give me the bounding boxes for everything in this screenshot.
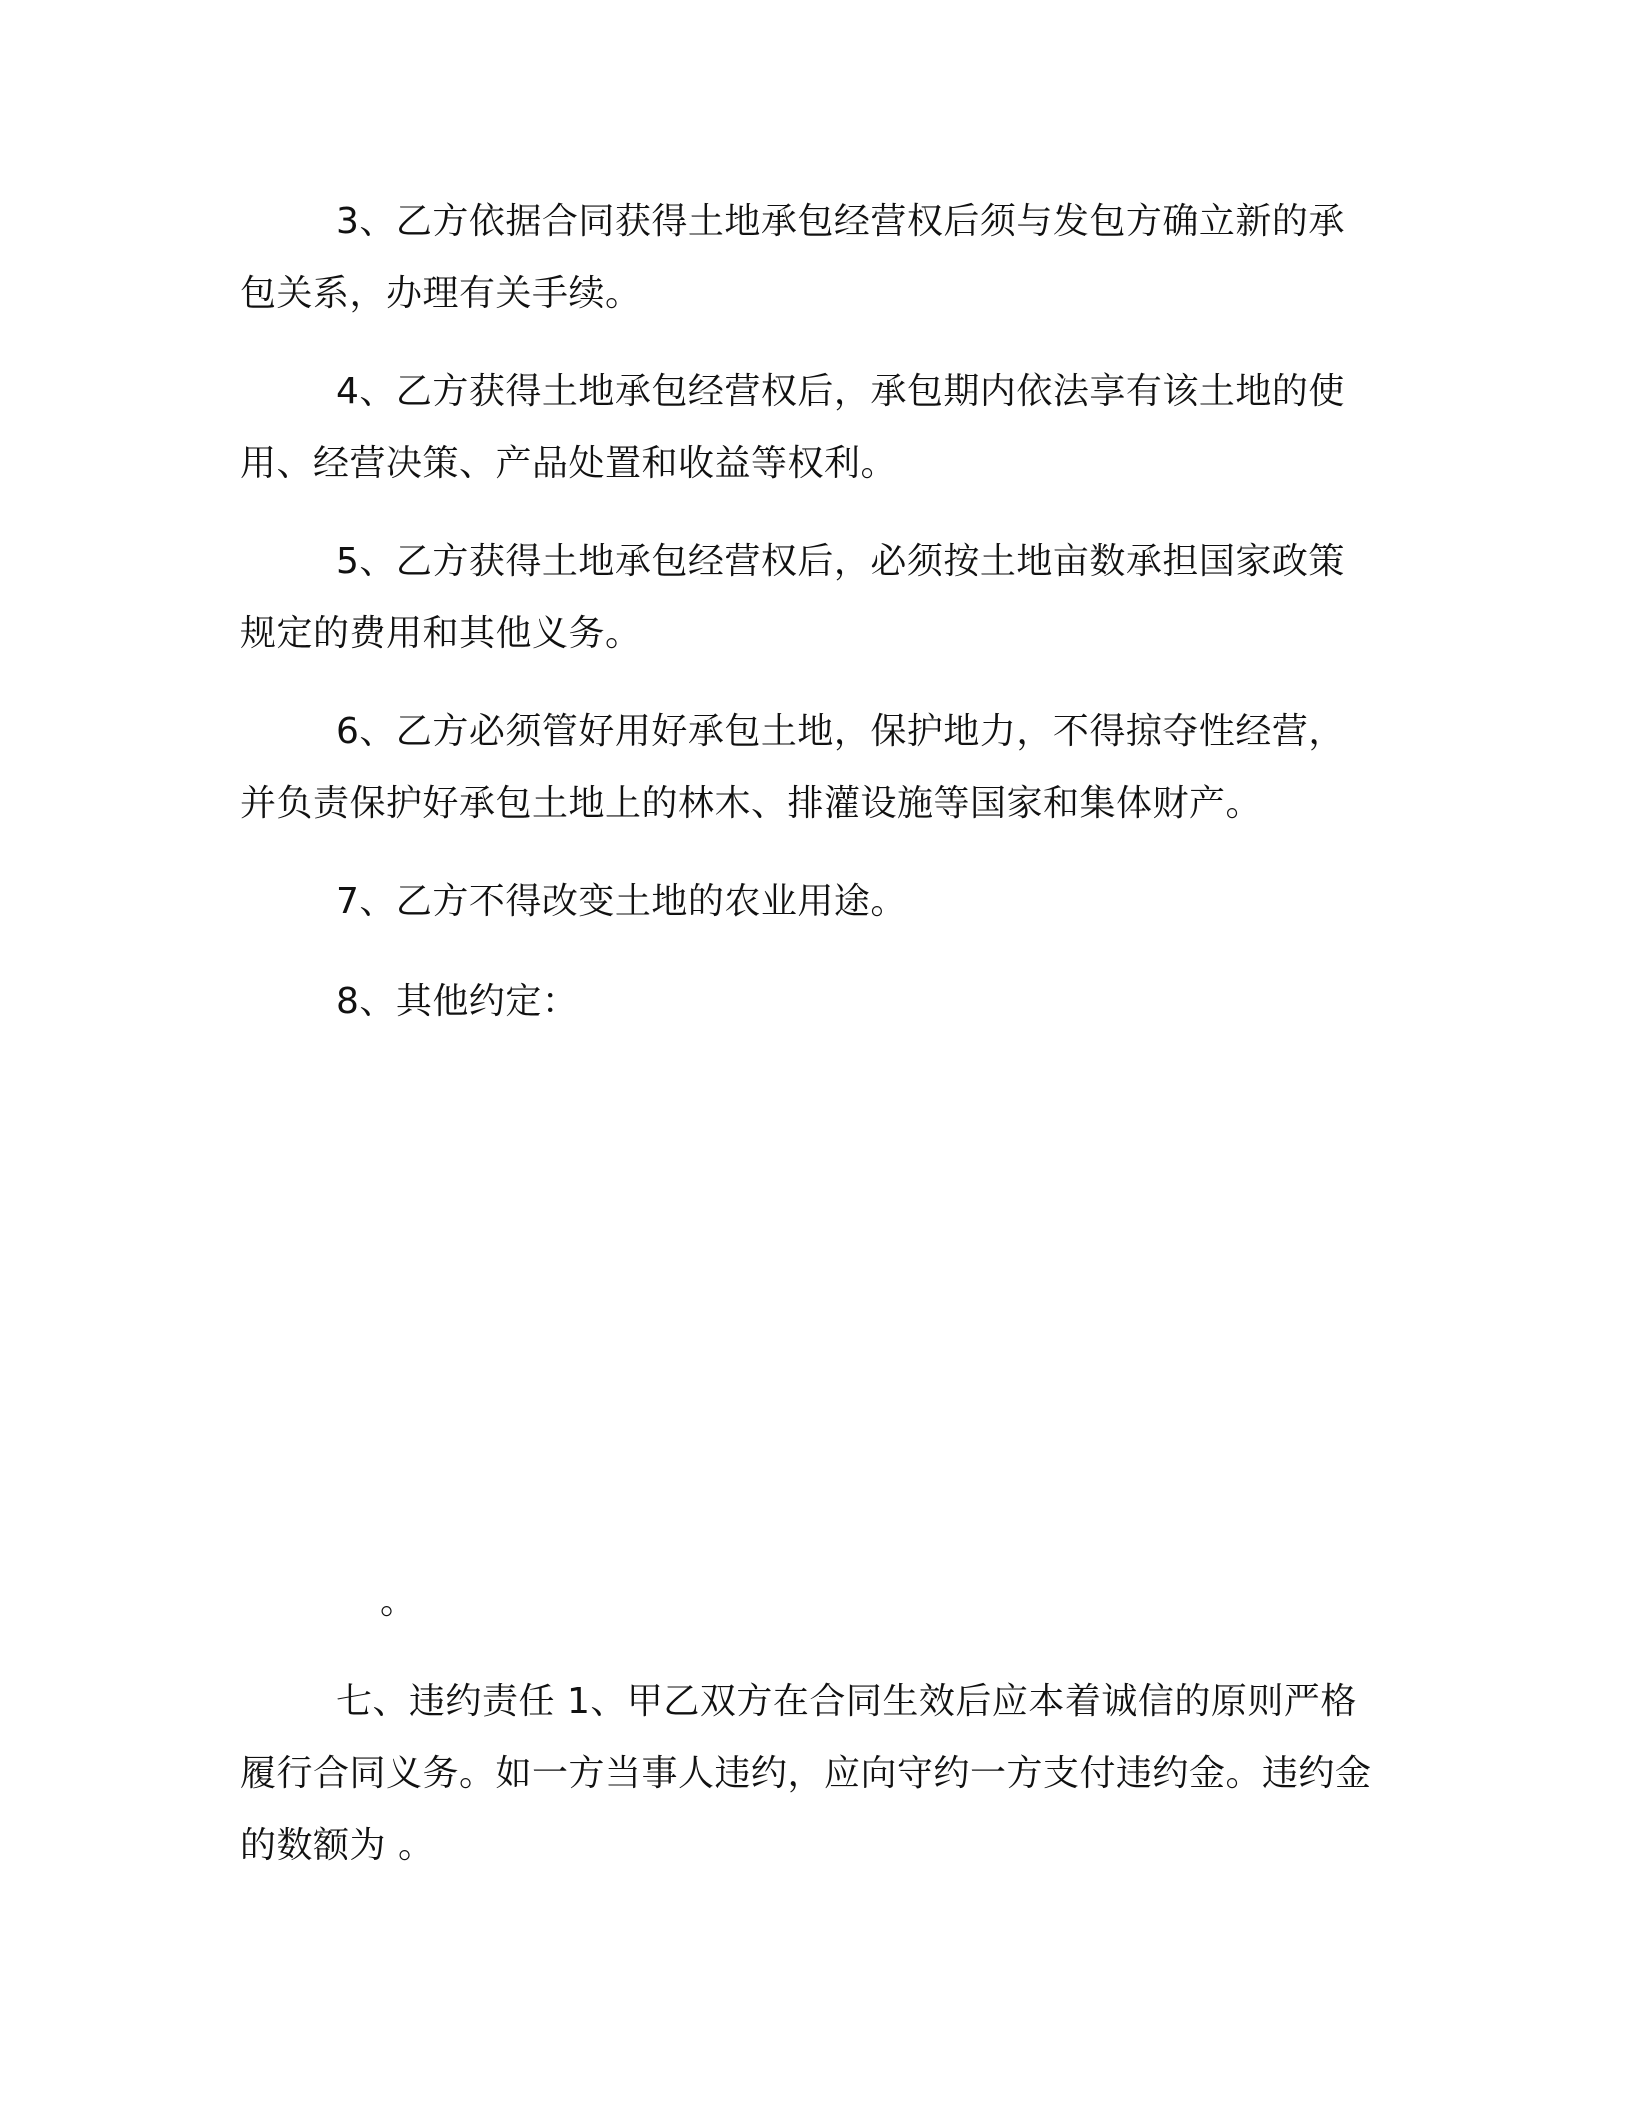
clause-3-paragraph: 3、乙方依据合同获得土地承包经营权后须与发包方确立新的承包关系，办理有关手续。 bbox=[240, 201, 1345, 314]
clause-6-paragraph: 6、乙方必须管好用好承包土地，保护地力，不得掠夺性经营，并负责保护好承包土地上的林木、排灌设施等国家和集体财产。 bbox=[240, 711, 1345, 824]
breach-liability-paragraph: 七、违约责任 1、甲乙双方在合同生效后应本着诚信的原则严格履行合同义务。如一方当事人违约，应向守约一方支付违约金。违约金的数额为 。 bbox=[240, 1681, 1372, 1866]
clause-4-paragraph: 4、乙方获得土地承包经营权后，承包期内依法享有该土地的使用、经营决策、产品处置和收益等权利。 bbox=[240, 371, 1345, 484]
blank-terminator-mark: 。 bbox=[380, 1581, 417, 1622]
clause-5-paragraph: 5、乙方获得土地承包经营权后，必须按土地亩数承担国家政策规定的费用和其他义务。 bbox=[240, 541, 1345, 654]
clause-8-paragraph: 8、其他约定： bbox=[336, 981, 579, 1022]
clause-7-paragraph: 7、乙方不得改变土地的农业用途。 bbox=[336, 881, 907, 922]
